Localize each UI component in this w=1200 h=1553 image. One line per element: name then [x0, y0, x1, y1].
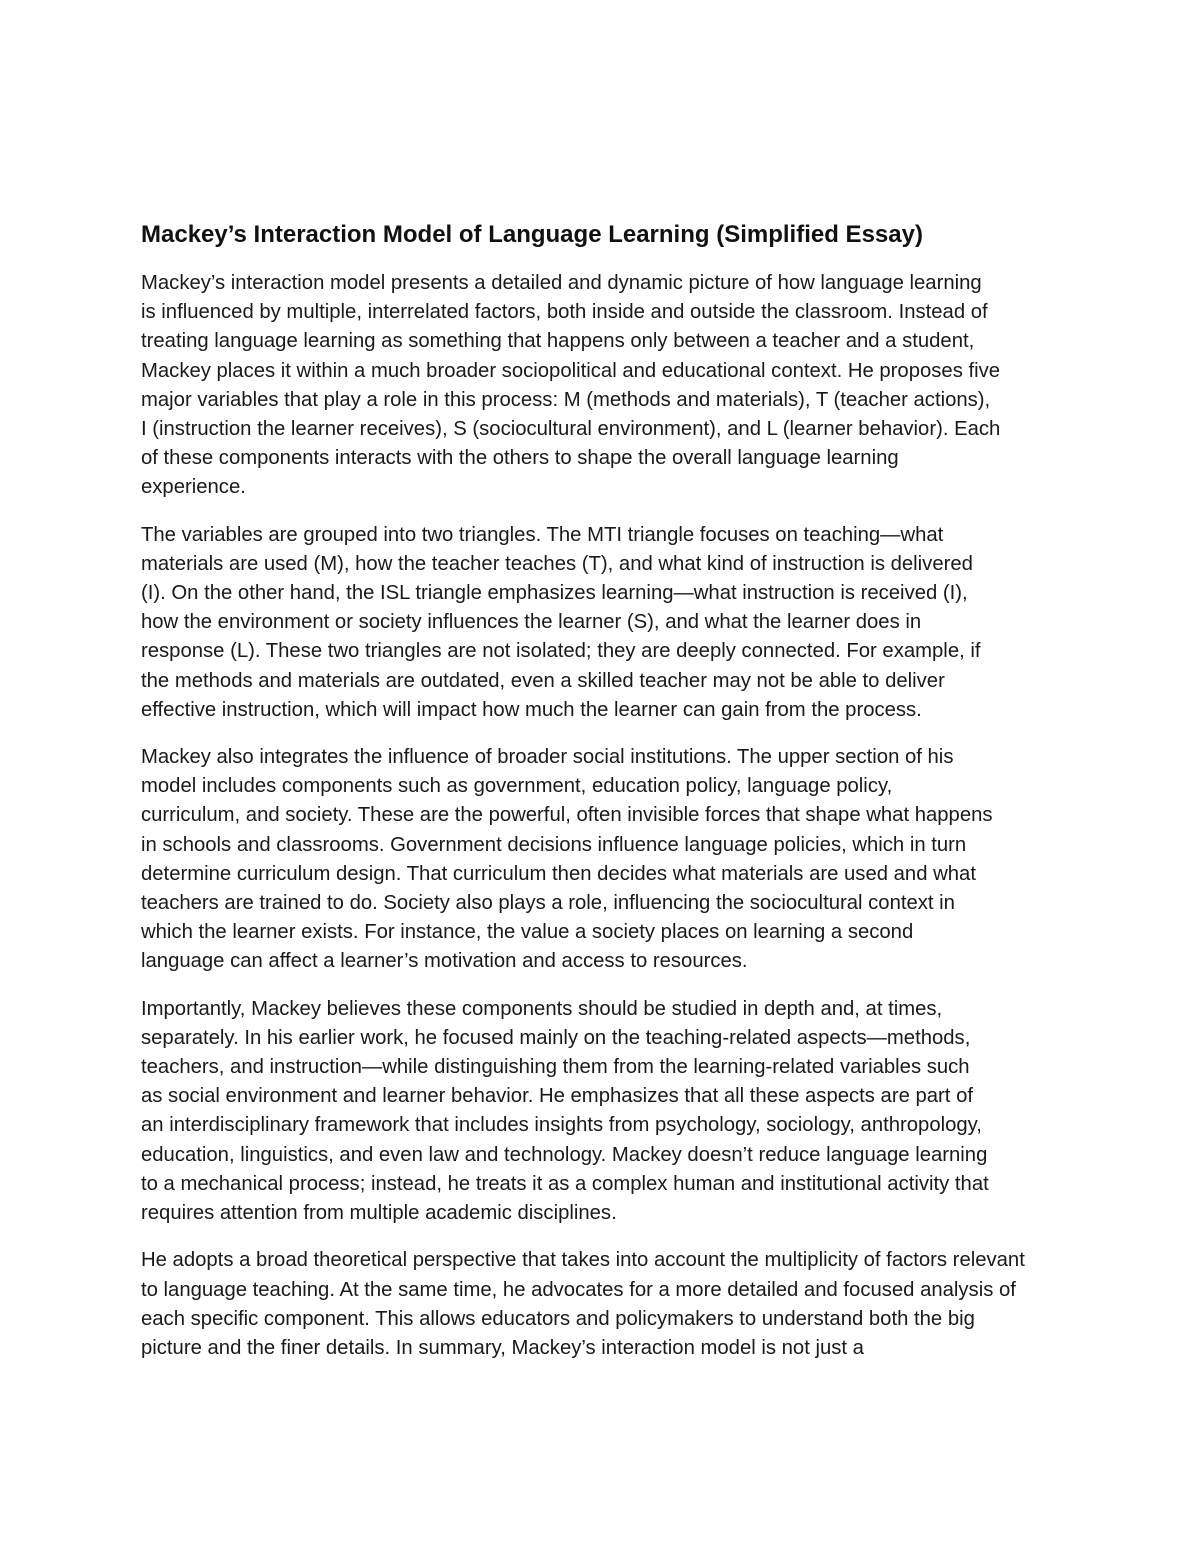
text-line: is influenced by multiple, interrelated factors, both inside and outside the classroom. Instead of — [141, 301, 988, 324]
text-line: to language teaching. At the same time, he advocates for a more detailed and focused analysis of — [141, 1278, 1016, 1301]
paragraph-4 — [141, 995, 1063, 1229]
text-line: experience. — [141, 476, 246, 499]
text-line: which the learner exists. For instance, the value a society places on learning a second — [141, 921, 914, 944]
text-line: He adopts a broad theoretical perspective that takes into account the multiplicity of factors relevant — [141, 1249, 1025, 1272]
text-line: language can affect a learner’s motivation and access to resources. — [141, 950, 748, 973]
text-line: Mackey also integrates the influence of broader social institutions. The upper section of his — [141, 746, 954, 769]
text-line: picture and the finer details. In summary, Mackey’s interaction model is not just a — [141, 1336, 864, 1359]
text-line: model includes components such as government, education policy, language policy, — [141, 775, 893, 798]
text-line: (I). On the other hand, the ISL triangle emphasizes learning—what instruction is received (I), — [141, 582, 968, 605]
text-line: I (instruction the learner receives), S (sociocultural environment), and L (learner behavior). Each — [141, 418, 1001, 441]
text-line: The variables are grouped into two triangles. The MTI triangle focuses on teaching—what — [141, 523, 944, 546]
text-line: Importantly, Mackey believes these components should be studied in depth and, at times, — [141, 997, 943, 1020]
text-line: Mackey places it within a much broader sociopolitical and educational context. He proposes five — [141, 359, 1001, 382]
text-line: education, linguistics, and even law and technology. Mackey doesn’t reduce language learning — [141, 1143, 988, 1166]
text-line: requires attention from multiple academic disciplines. — [141, 1202, 617, 1225]
text-line: determine curriculum design. That curriculum then decides what materials are used and what — [141, 862, 976, 885]
text-line: teachers, and instruction—while distinguishing them from the learning-related variables such — [141, 1056, 970, 1079]
text-line: of these components interacts with the others to shape the overall language learning — [141, 447, 899, 470]
text-line: how the environment or society influences the learner (S), and what the learner does in — [141, 611, 922, 634]
paragraph-2 — [141, 521, 1063, 725]
document-title: Mackey’s Interaction Model of Language Learning (Simplified Essay) — [141, 221, 923, 248]
text-line: teachers are trained to do. Society also plays a role, influencing the sociocultural context in — [141, 892, 955, 915]
text-line: materials are used (M), how the teacher teaches (T), and what kind of instruction is delivered — [141, 552, 973, 575]
paragraph-1 — [141, 269, 1063, 503]
text-line: to a mechanical process; instead, he treats it as a complex human and institutional activity that — [141, 1172, 989, 1195]
document-body — [141, 218, 1063, 1381]
text-line: treating language learning as something that happens only between a teacher and a student, — [141, 330, 975, 353]
paragraph-3 — [141, 743, 1063, 977]
text-line: major variables that play a role in this process: M (methods and materials), T (teacher actions), — [141, 388, 991, 411]
text-line: the methods and materials are outdated, even a skilled teacher may not be able to deliver — [141, 669, 945, 692]
text-line: curriculum, and society. These are the powerful, often invisible forces that shape what happens — [141, 804, 993, 827]
text-line: as social environment and learner behavior. He emphasizes that all these aspects are part of — [141, 1085, 973, 1108]
text-line: each specific component. This allows educators and policymakers to understand both the big — [141, 1307, 975, 1330]
text-line: an interdisciplinary framework that includes insights from psychology, sociology, anthropology, — [141, 1114, 982, 1137]
text-line: effective instruction, which will impact how much the learner can gain from the process. — [141, 698, 922, 721]
text-line: Mackey’s interaction model presents a detailed and dynamic picture of how language learning — [141, 272, 982, 294]
text-line: separately. In his earlier work, he focused mainly on the teaching-related aspects—methods, — [141, 1026, 971, 1049]
paragraph-5 — [141, 1246, 1063, 1363]
text-line: in schools and classrooms. Government decisions influence language policies, which in turn — [141, 833, 967, 856]
text-line: response (L). These two triangles are not isolated; they are deeply connected. For example, if — [141, 640, 981, 663]
